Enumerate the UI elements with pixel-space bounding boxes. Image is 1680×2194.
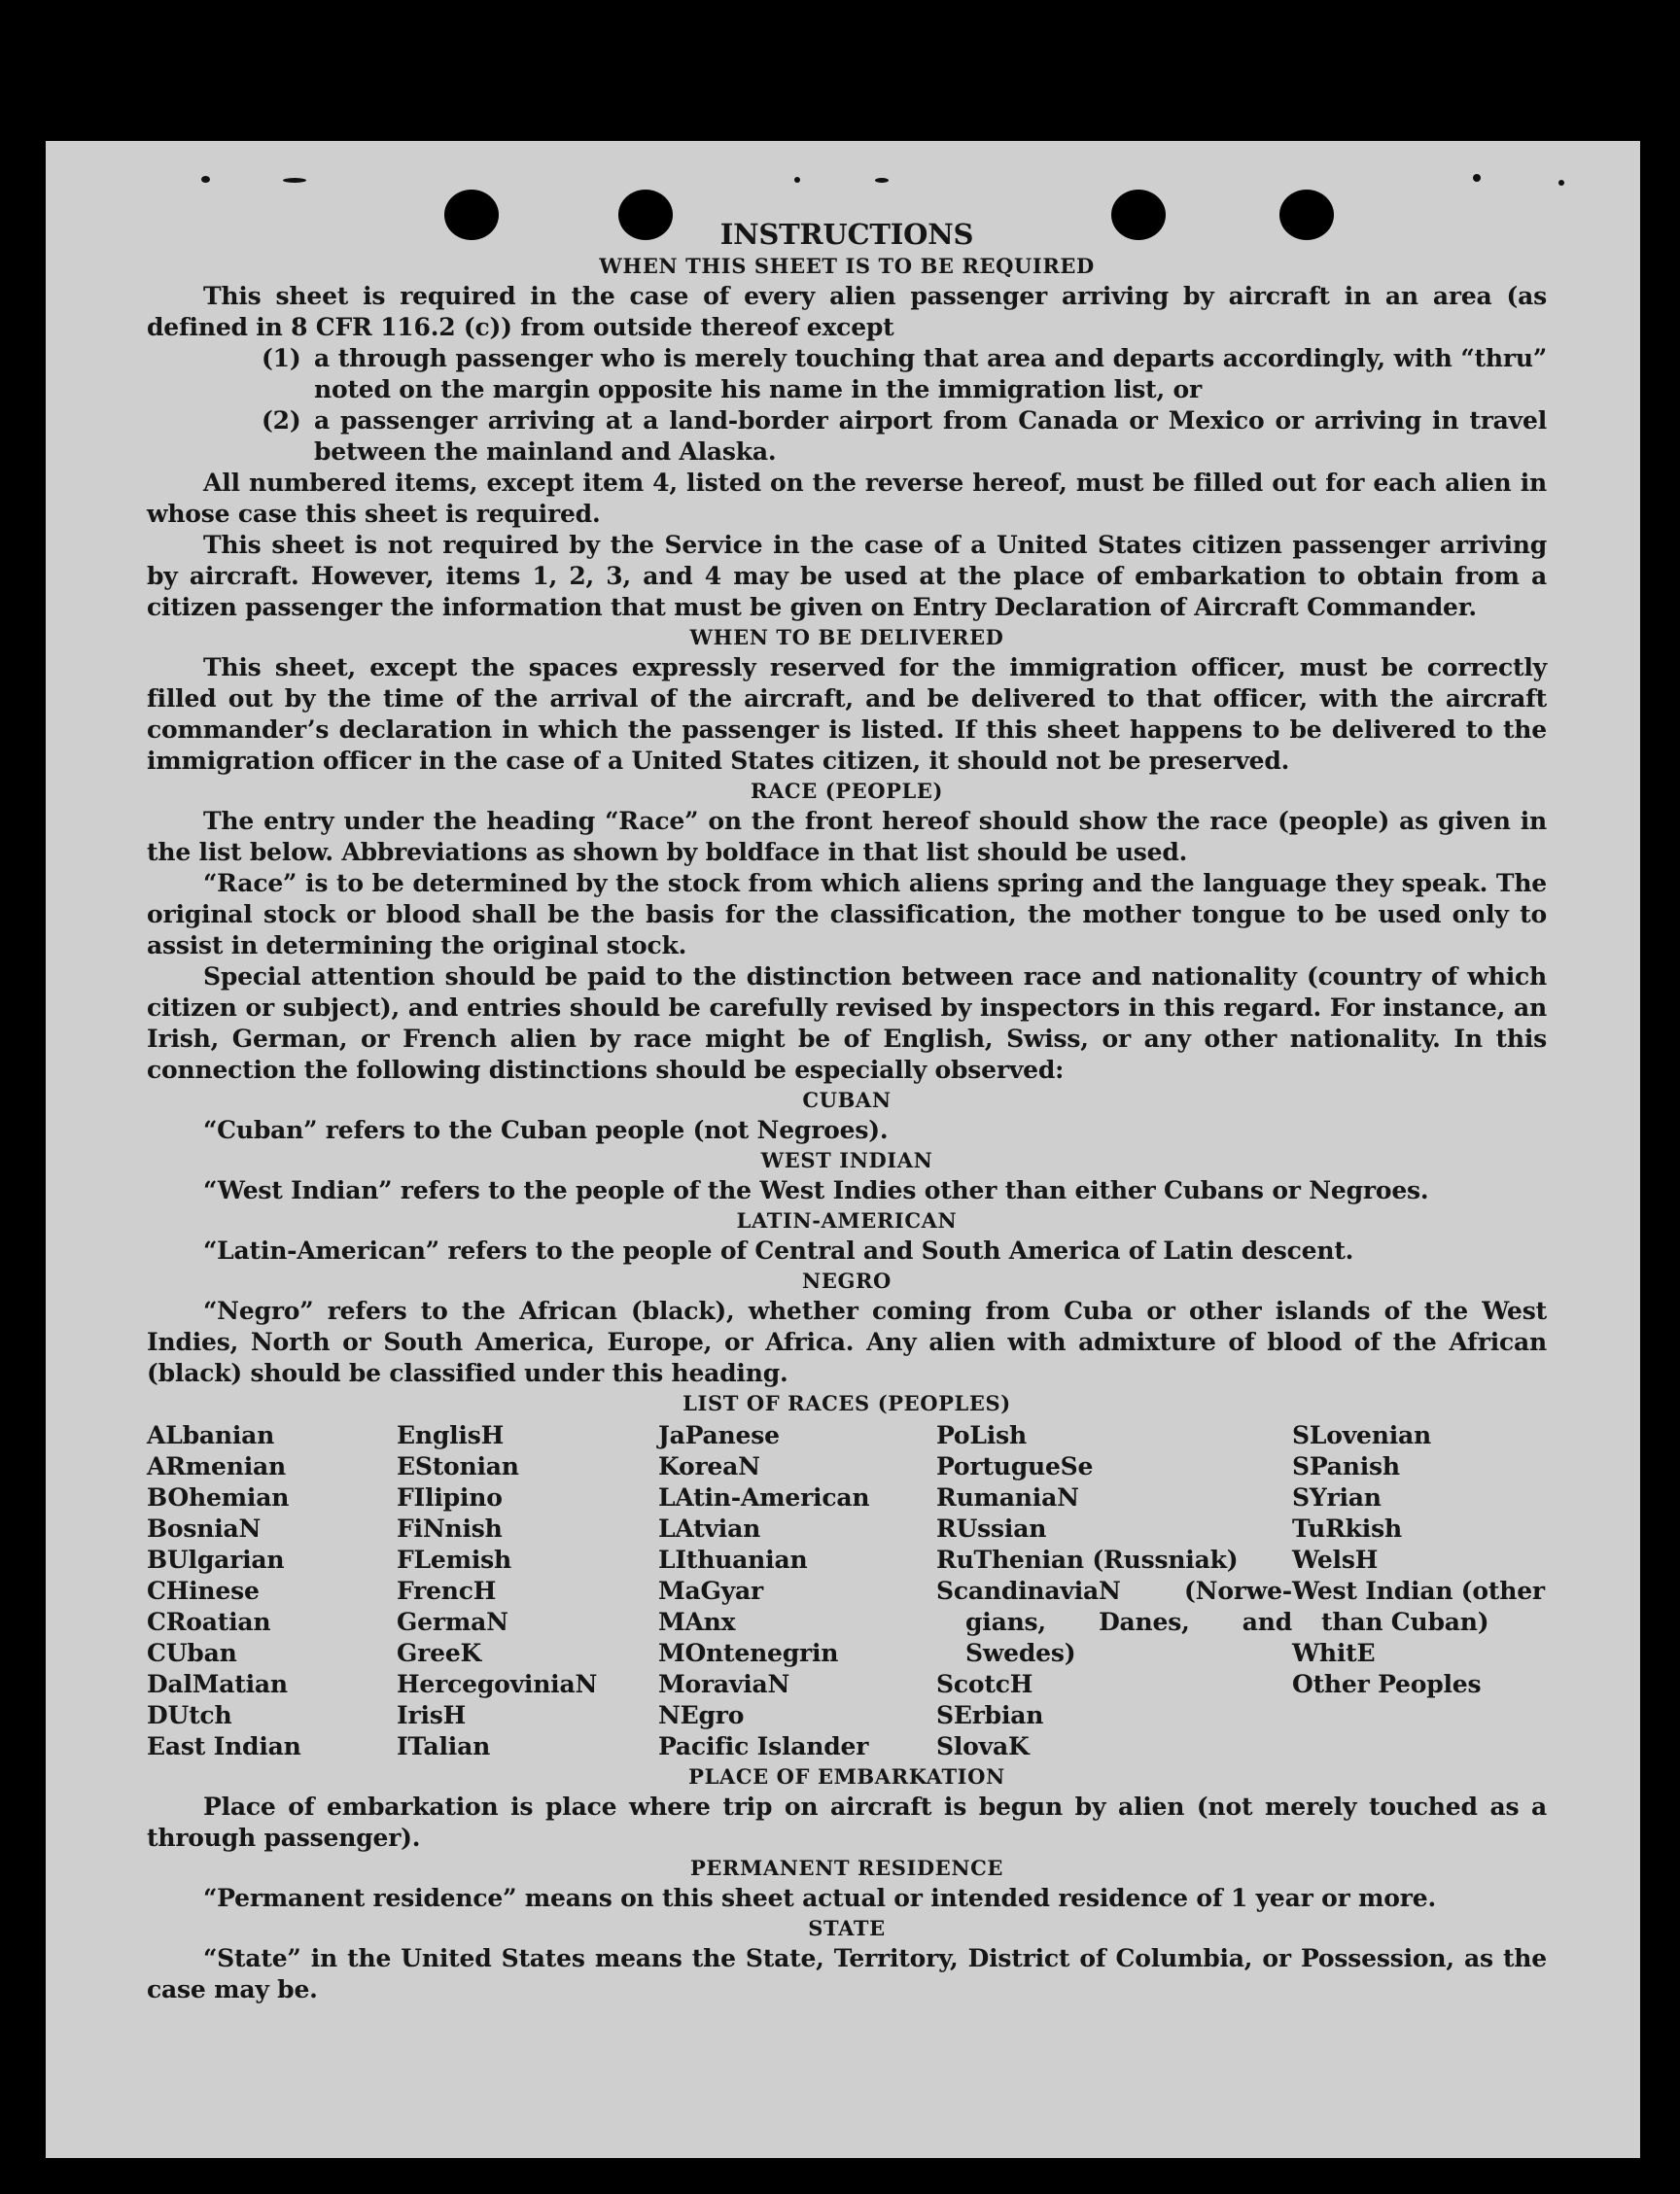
race-entry: EnglisH bbox=[397, 1421, 505, 1449]
race-entry: LAtin-American bbox=[658, 1483, 870, 1512]
exception-number: (2) bbox=[262, 406, 301, 435]
exception-item bbox=[262, 405, 1547, 468]
section-heading-state: STATE bbox=[808, 1916, 886, 1940]
section-heading-residence: PERMANENT RESIDENCE bbox=[689, 1856, 1004, 1880]
race-entry: SPanish bbox=[1292, 1452, 1400, 1480]
race-entry: EStonian bbox=[397, 1452, 519, 1480]
section-heading-delivered: WHEN TO BE DELIVERED bbox=[689, 625, 1004, 649]
race-entry: ITalian bbox=[397, 1732, 491, 1760]
race-entry: MOntenegrin bbox=[658, 1639, 839, 1667]
race-entry: Swedes) bbox=[965, 1639, 1076, 1667]
race-paragraph: The entry under the heading “Race” on the front hereof should show the race (people) as given in the list below. Abbreviations as shown by boldface in that list should be used. bbox=[147, 807, 1547, 866]
race-entry: Other Peoples bbox=[1292, 1670, 1482, 1698]
race-entry: FrencH bbox=[397, 1577, 497, 1605]
race-entry: ScandinaviaN (Norwe- bbox=[936, 1577, 1292, 1605]
section-heading-cuban: CUBAN bbox=[802, 1088, 892, 1112]
races-column bbox=[397, 1420, 658, 1762]
race-entry: LAtvian bbox=[658, 1515, 761, 1543]
exception-text: a passenger arriving at a land-border airport from Canada or Mexico or arriving in travel between the mainland and Alaska. bbox=[314, 406, 1547, 466]
race-entry: BOhemian bbox=[147, 1483, 290, 1512]
race-paragraph: “Race” is to be determined by the stock from which aliens spring and the language they speak. The original stock or blood shall be the basis for the classification, the mother tongue to be used only to assist in determining the original stock. bbox=[147, 869, 1547, 959]
section-heading-list-of-races: LIST OF RACES (PEOPLES) bbox=[682, 1391, 1011, 1415]
race-entry: MaGyar bbox=[658, 1577, 763, 1605]
race-entry: DalMatian bbox=[147, 1670, 288, 1698]
required-paragraph: All numbered items, except item 4, listed on the reverse hereof, must be filled out for each alien in whose case this sheet is required. bbox=[147, 469, 1547, 528]
race-entry: ALbanian bbox=[147, 1421, 275, 1449]
race-entry: East Indian bbox=[147, 1732, 301, 1760]
race-entry: CHinese bbox=[147, 1577, 260, 1605]
race-entry: FLemish bbox=[397, 1546, 512, 1574]
race-entry: DUtch bbox=[147, 1701, 232, 1729]
exception-text: a through passenger who is merely touching that area and departs accordingly, with “thru” noted on the margin opposite his name in the immigration list, or bbox=[314, 344, 1547, 403]
section-heading-latin-american: LATIN-AMERICAN bbox=[736, 1208, 958, 1233]
race-entry: CRoatian bbox=[147, 1608, 271, 1636]
speck bbox=[1558, 180, 1564, 186]
race-entry: GreeK bbox=[397, 1639, 482, 1667]
section-heading-race: RACE (PEOPLE) bbox=[750, 779, 944, 803]
race-entry: HercegoviniaN bbox=[397, 1670, 598, 1698]
race-entry: than Cuban) bbox=[1321, 1608, 1489, 1636]
speck bbox=[794, 177, 800, 183]
races-column bbox=[936, 1420, 1292, 1762]
race-entry: West Indian (other bbox=[1292, 1577, 1545, 1605]
negro-paragraph: “Negro” refers to the African (black), whether coming from Cuba or other islands of the West Indies, North or South America, Europe, or Africa. Any alien with admixture of blood of the African (black) should be classified under this heading. bbox=[147, 1297, 1547, 1387]
west-indian-paragraph: “West Indian” refers to the people of the West Indies other than either Cubans or Negroes. bbox=[203, 1176, 1429, 1204]
race-entry: PortugueSe bbox=[936, 1452, 1094, 1480]
section-heading-embarkation: PLACE OF EMBARKATION bbox=[688, 1764, 1005, 1789]
race-paragraph: Special attention should be paid to the distinction between race and nationality (country of which citizen or subject), and entries should be carefully revised by inspectors in this regard. For instance, an Irish, German, or French alien by race might be of English, Swiss, or any other nationality. In this connection the following distinctions should be especially observed: bbox=[147, 962, 1547, 1084]
race-entry: MoraviaN bbox=[658, 1670, 790, 1698]
exception-number: (1) bbox=[262, 344, 301, 372]
races-list bbox=[147, 1420, 1547, 1762]
race-entry: TuRkish bbox=[1292, 1515, 1402, 1543]
race-entry: ScotcH bbox=[936, 1670, 1033, 1698]
required-intro: This sheet is required in the case of every alien passenger arriving by aircraft in an area (as defined in 8 CFR 116.2 (c)) from outside thereof except bbox=[147, 282, 1547, 341]
race-entry: GermaN bbox=[397, 1608, 508, 1636]
speck bbox=[875, 178, 889, 183]
race-entry: NEgro bbox=[658, 1701, 745, 1729]
section-heading-required: WHEN THIS SHEET IS TO BE REQUIRED bbox=[599, 254, 1095, 278]
race-entry: RuThenian (Russniak) bbox=[936, 1546, 1239, 1574]
race-entry: IrisH bbox=[397, 1701, 467, 1729]
instructions-body bbox=[147, 217, 1547, 2005]
race-entry: MAnx bbox=[658, 1608, 736, 1636]
page-title: INSTRUCTIONS bbox=[719, 218, 974, 251]
race-entry: SYrian bbox=[1292, 1483, 1382, 1512]
race-entry: FIlipino bbox=[397, 1483, 503, 1512]
race-entry: JaPanese bbox=[658, 1421, 780, 1449]
required-paragraph: This sheet is not required by the Service in the case of a United States citizen passenger arriving by aircraft. However, items 1, 2, 3, and 4 may be used at the place of embarkation to obtain from a citizen passenger the information that must be given on Entry Declaration of Aircraft Commander. bbox=[147, 531, 1547, 621]
race-entry: gians, Danes, and bbox=[965, 1608, 1292, 1636]
race-entry: WhitE bbox=[1292, 1639, 1376, 1667]
races-column bbox=[147, 1420, 397, 1762]
race-entry: BosniaN bbox=[147, 1515, 262, 1543]
embarkation-paragraph: Place of embarkation is place where trip on aircraft is begun by alien (not merely touched as a through passenger). bbox=[147, 1793, 1547, 1852]
race-entry: PoLish bbox=[936, 1421, 1027, 1449]
section-heading-negro: NEGRO bbox=[802, 1269, 892, 1293]
race-entry: RumaniaN bbox=[936, 1483, 1079, 1512]
delivered-paragraph: This sheet, except the spaces expressly reserved for the immigration officer, must be correctly filled out by the time of the arrival of the aircraft, and be delivered to that officer, with the aircraft commander’s declaration in which the passenger is listed. If this sheet happens to be delivered to the immigration officer in the case of a United States citizen, it should not be preserved. bbox=[147, 653, 1547, 775]
race-entry: SErbian bbox=[936, 1701, 1044, 1729]
document-page bbox=[46, 141, 1640, 2158]
race-entry: BUlgarian bbox=[147, 1546, 285, 1574]
race-entry: KoreaN bbox=[658, 1452, 760, 1480]
race-entry: WelsH bbox=[1292, 1546, 1379, 1574]
race-entry: ARmenian bbox=[147, 1452, 286, 1480]
exception-item bbox=[262, 343, 1547, 405]
race-entry: CUban bbox=[147, 1639, 237, 1667]
state-paragraph: “State” in the United States means the State, Territory, District of Columbia, or Possession, as the case may be. bbox=[147, 1944, 1547, 2003]
cuban-paragraph: “Cuban” refers to the Cuban people (not Negroes). bbox=[203, 1116, 889, 1144]
speck bbox=[283, 178, 306, 183]
race-entry: FiNnish bbox=[397, 1515, 503, 1543]
speck bbox=[1473, 174, 1481, 182]
section-heading-west-indian: WEST INDIAN bbox=[760, 1148, 933, 1172]
residence-paragraph: “Permanent residence” means on this sheet actual or intended residence of 1 year or more. bbox=[203, 1884, 1436, 1912]
race-entry: SLovenian bbox=[1292, 1421, 1431, 1449]
race-entry: SlovaK bbox=[936, 1732, 1030, 1760]
race-entry: RUssian bbox=[936, 1515, 1047, 1543]
speck bbox=[201, 176, 210, 183]
latin-american-paragraph: “Latin-American” refers to the people of Central and South America of Latin descent. bbox=[203, 1236, 1354, 1265]
races-column bbox=[658, 1420, 936, 1762]
races-column bbox=[1292, 1420, 1547, 1762]
race-entry: LIthuanian bbox=[658, 1546, 808, 1574]
race-entry: Pacific Islander bbox=[658, 1732, 869, 1760]
